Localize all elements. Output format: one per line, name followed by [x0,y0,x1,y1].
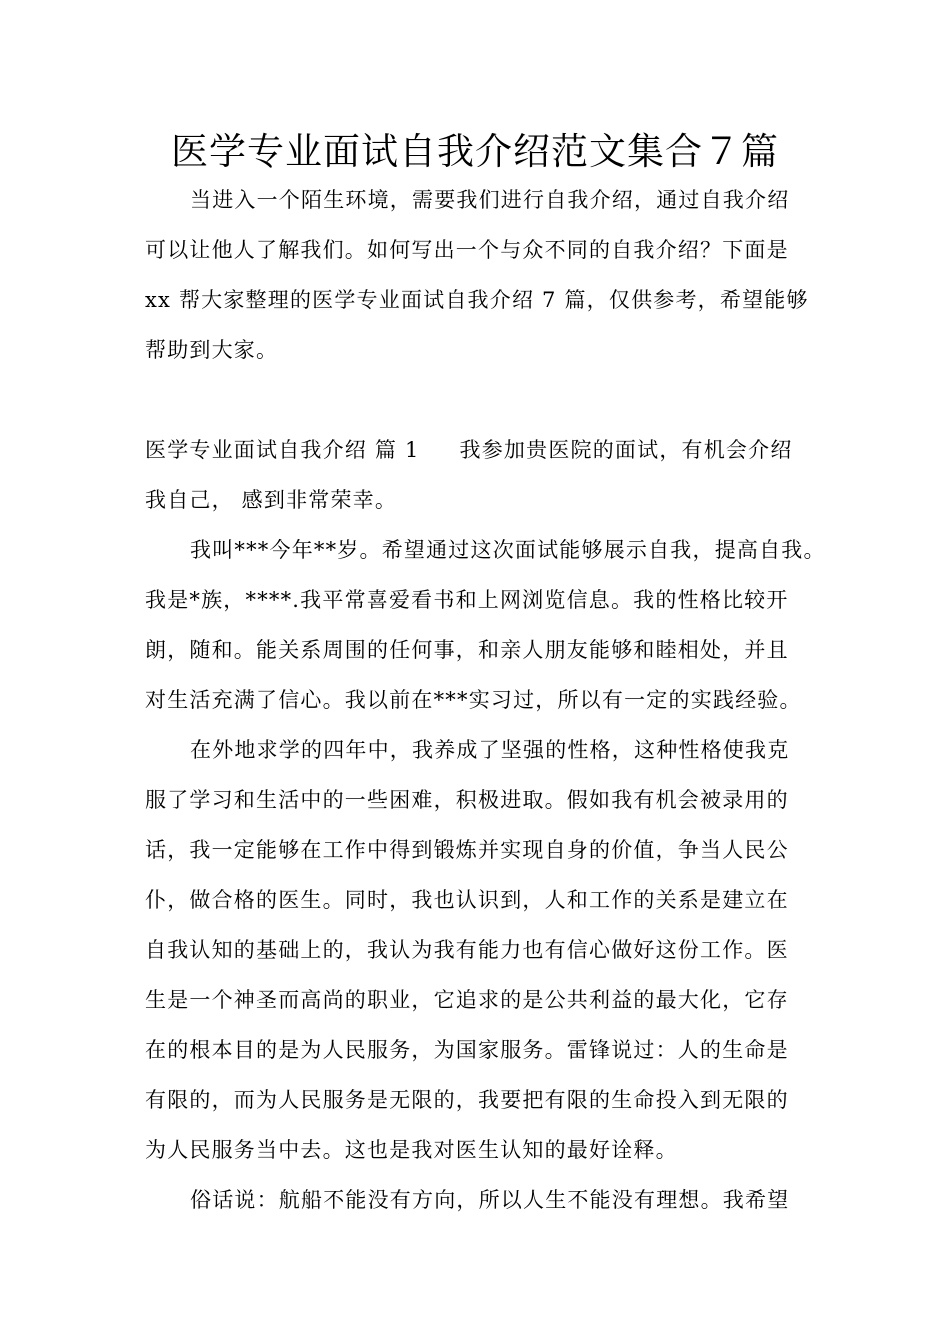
text-line: 服了学习和生活中的一些困难，积极进取。假如我有机会被录用的 [145,788,789,812]
text-line: 为人民服务当中去。这也是我对医生认知的最好诠释。 [145,1138,678,1162]
text-line: 我叫***今年**岁。希望通过这次面试能够展示自我，提高自我。 [190,538,826,562]
text-line: 我参加贵医院的面试，有机会介绍 [459,438,793,462]
text-line: 当进入一个陌生环境，需要我们进行自我介绍，通过自我介绍 [190,188,790,212]
text-line: 可以让他人了解我们。如何写出一个与众不同的自我介绍？下面是 [145,238,789,262]
text-line: 帮助到大家。 [145,338,279,362]
section-heading: 医学专业面试自我介绍 篇 1 [145,438,420,462]
section-heading-line [145,435,825,465]
text-line: 有限的，而为人民服务是无限的，我要把有限的生命投入到无限的 [145,1088,789,1112]
text-line: xx 帮大家整理的医学专业面试自我介绍 7 篇，仅供参考，希望能够 [145,288,809,312]
text-line: 朗，随和。能关系周围的任何事，和亲人朋友能够和睦相处，并且 [145,638,789,662]
text-line: 俗话说：航船不能没有方向，所以人生不能没有理想。我希望 [190,1188,790,1212]
text-line: 我自己， 感到非常荣幸。 [145,488,398,512]
text-line: 仆，做合格的医生。同时，我也认识到，人和工作的关系是建立在 [145,888,789,912]
document-title: 医学专业面试自我介绍范文集合７篇 [171,130,779,173]
text-line: 对生活充满了信心。我以前在***实习过，所以有一定的实践经验。 [145,688,802,712]
text-line: 我是*族，****.我平常喜爱看书和上网浏览信息。我的性格比较开 [145,588,789,612]
text-line: 在的根本目的是为人民服务，为国家服务。雷锋说过：人的生命是 [145,1038,789,1062]
text-line: 话，我一定能够在工作中得到锻炼并实现自身的价值，争当人民公 [145,838,789,862]
text-line: 自我认知的基础上的，我认为我有能力也有信心做好这份工作。医 [145,938,789,962]
text-line: 生是一个神圣而高尚的职业，它追求的是公共利益的最大化，它存 [145,988,789,1012]
text-line: 在外地求学的四年中，我养成了坚强的性格，这种性格使我克 [190,738,790,762]
